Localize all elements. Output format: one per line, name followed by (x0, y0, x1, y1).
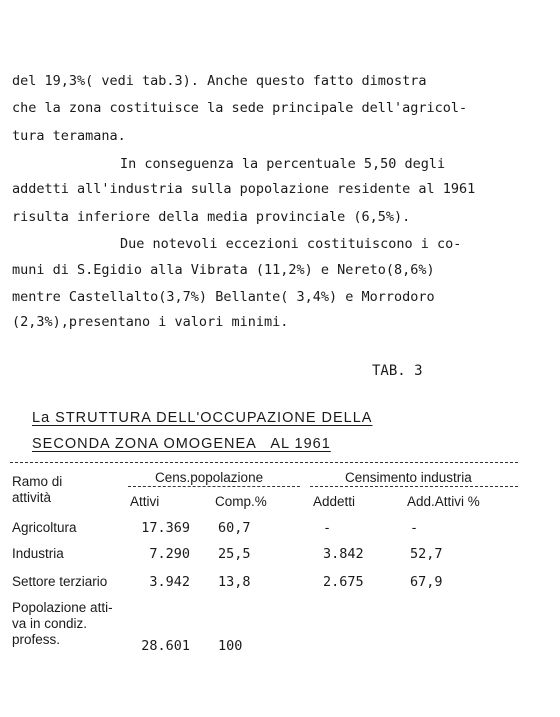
table-cell-comp: 13,8 (218, 574, 251, 590)
table-cell-comp: 100 (218, 638, 243, 654)
group-underline-industry (310, 486, 518, 487)
table-cell-comp: 25,5 (218, 546, 251, 562)
text-line: Due notevoli eccezioni costituiscono i co- (120, 236, 462, 252)
group-underline-census (128, 486, 300, 487)
table-cell-attivi: 3.942 (149, 574, 190, 590)
group-header-census: Cens.popolazione (155, 470, 264, 485)
text-line: che la zona costituisce la sede principale dell'agricol- (12, 100, 468, 116)
table-title-line-2: SECONDA ZONA OMOGENEA AL 1961 (32, 436, 331, 452)
text-line: mentre Castellalto(3,7%) Bellante( 3,4%) e Morrodoro (12, 289, 435, 305)
table-cell-attivi: 17.369 (141, 520, 190, 536)
table-title-line-1: La STRUTTURA DELL'OCCUPAZIONE DELLA (32, 410, 373, 426)
table-cell-addetti: 3.842 (323, 546, 364, 562)
col-header-add-attivi: Add.Attivi % (407, 494, 480, 509)
row-label: Industria (12, 546, 64, 561)
row-label: Popolazione atti- va in condiz. profess. (12, 600, 113, 647)
text-line: In conseguenza la percentuale 5,50 degli (120, 156, 446, 172)
text-line: (2,3%),presentano i valori minimi. (12, 314, 289, 330)
col-header-comp: Comp.% (215, 494, 267, 509)
text-line: tura teramana. (12, 128, 126, 144)
table-cell-addattivi: 52,7 (410, 546, 443, 562)
table-top-rule (10, 462, 518, 463)
table-reference: TAB. 3 (372, 363, 423, 379)
table-cell-addattivi: 67,9 (410, 574, 443, 590)
table-cell-addetti: 2.675 (323, 574, 364, 590)
row-label: Settore terziario (12, 574, 108, 589)
table-cell-addattivi: - (410, 520, 419, 536)
text-line: del 19,3%( vedi tab.3). Anche questo fatto dimostra (12, 73, 427, 89)
text-line: risulta inferiore della media provinciale (6,5%). (12, 209, 411, 225)
group-header-industry: Censimento industria (345, 470, 472, 485)
table-cell-attivi: 7.290 (149, 546, 190, 562)
col-header-attivi: Attivi (130, 494, 160, 509)
text-line: muni di S.Egidio alla Vibrata (11,2%) e Nereto(8,6%) (12, 262, 435, 278)
row-label: Agricoltura (12, 520, 77, 535)
table-cell-comp: 60,7 (218, 520, 251, 536)
col-header-addetti: Addetti (313, 494, 356, 509)
table-cell-addetti: - (323, 520, 332, 536)
row-header-label: Ramo di attività (12, 474, 63, 505)
text-line: addetti all'industria sulla popolazione residente al 1961 (12, 181, 476, 197)
table-cell-attivi: 28.601 (141, 638, 190, 654)
